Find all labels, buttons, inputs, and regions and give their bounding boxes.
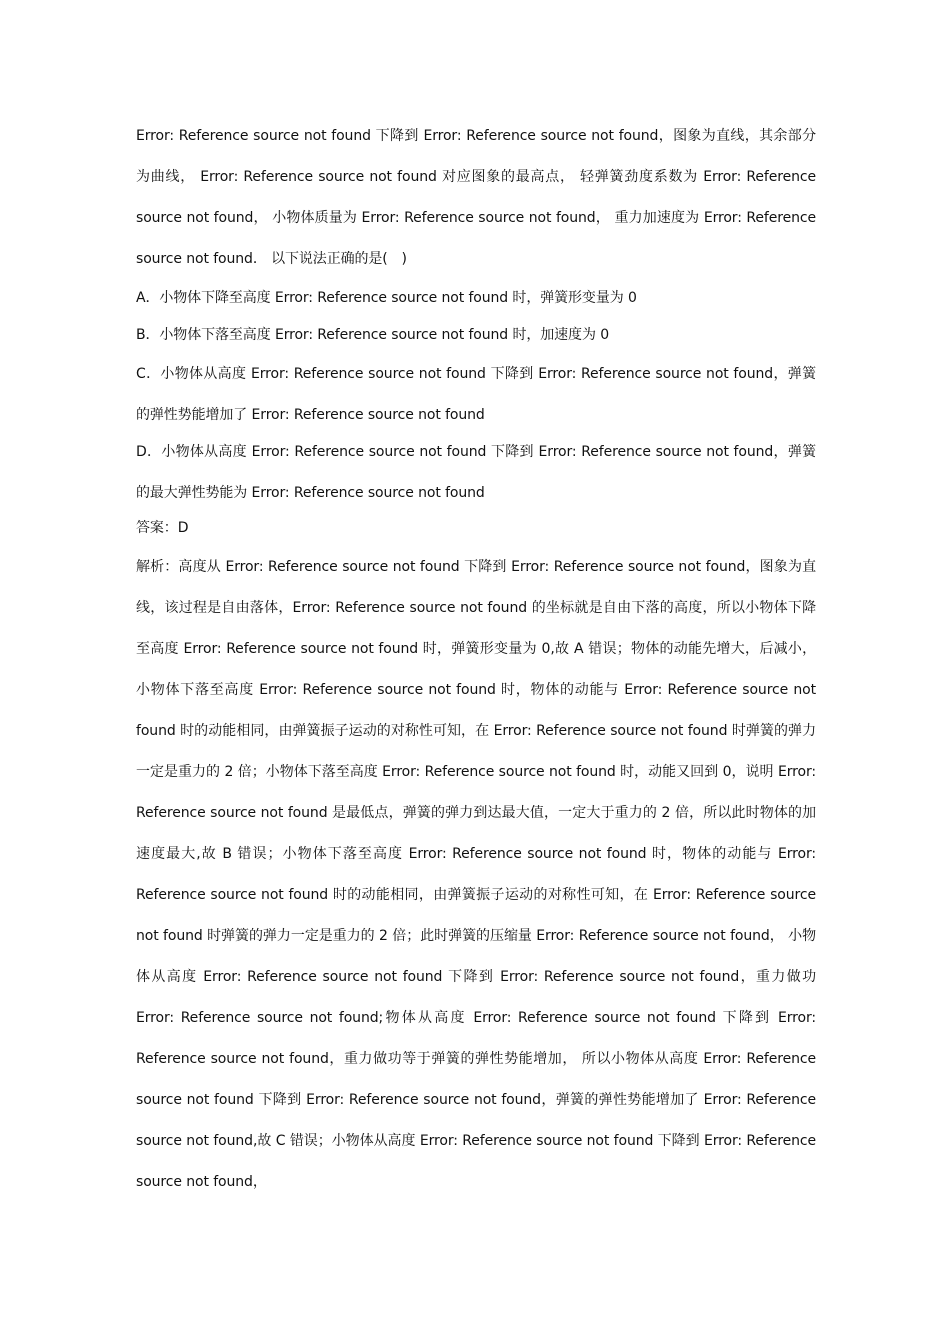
- question-stem: Error: Reference source not found 下降到 Error: Reference source not found，图象为直线，其余部分为曲线， Error: Reference source not found 对应图象的最高点， 轻弹簧劲度系数为 Error: Reference source not found， 小物体质量为 Error: Reference source not found， 重力加速度为 Error: Reference source not found． 以下说法正确的是( ): [136, 128, 816, 267]
- option-c: C．小物体从高度 Error: Reference source not found 下降到 Error: Reference source not found，弹簧的弹性势能增加了 Error: Reference source not found: [136, 366, 816, 423]
- option-b: B．小物体下落至高度 Error: Reference source not found 时，加速度为 0: [136, 327, 610, 343]
- option-a: A．小物体下降至高度 Error: Reference source not found 时，弹簧形变量为 0: [136, 290, 637, 306]
- document-body: [136, 116, 816, 1203]
- option-d: D．小物体从高度 Error: Reference source not found 下降到 Error: Reference source not found，弹簧的最大弹性势能为 Error: Reference source not found: [136, 444, 816, 501]
- analysis-paragraph: 解析：高度从 Error: Reference source not found 下降到 Error: Reference source not found，图象为直线，该过程是自由落体，Error: Reference source not found 的坐标就是自由下落的高度，所以小物体下降至高度 Error: Reference source not found 时，弹簧形变量为 0,故 A 错误；物体的动能先增大，后减小，小物体下落至高度 Error: Reference source not found 时，物体的动能与 Error: Reference source not found 时的动能相同，由弹簧振子运动的对称性可知，在 Error: Reference source not found 时弹簧的弹力一定是重力的 2 倍；小物体下落至高度 Error: Reference source not found 时，动能又回到 0，说明 Error: Reference source not found 是最低点，弹簧的弹力到达最大值，一定大于重力的 2 倍，所以此时物体的加速度最大,故 B 错误；小物体下落至高度 Error: Reference source not found 时，物体的动能与 Error: Reference source not found 时的动能相同，由弹簧振子运动的对称性可知，在 Error: Reference source not found 时弹簧的弹力一定是重力的 2 倍；此时弹簧的压缩量 Error: Reference source not found， 小物体从高度 Error: Reference source not found 下降到 Error: Reference source not found，重力做功 Error: Reference source not found;物体从高度 Error: Reference source not found 下降到 Error: Reference source not found，重力做功等于弹簧的弹性势能增加， 所以小物体从高度 Error: Reference source not found 下降到 Error: Reference source not found，弹簧的弹性势能增加了 Error: Reference source not found,故 C 错误；小物体从高度 Error: Reference source not found 下降到 Error: Reference source not found，: [136, 559, 816, 1190]
- answer-line: 答案：D: [136, 520, 189, 536]
